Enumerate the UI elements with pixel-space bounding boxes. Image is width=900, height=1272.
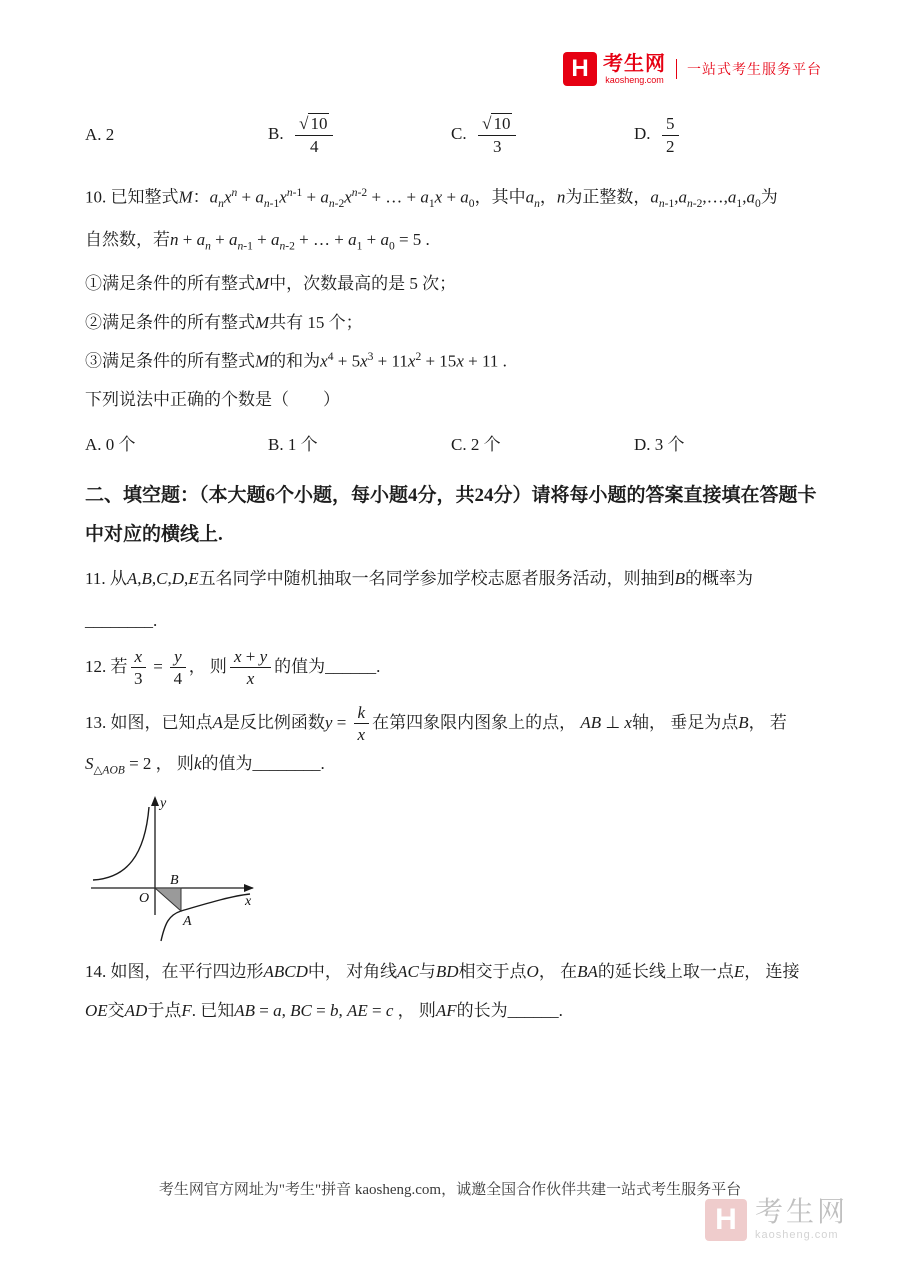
question-14-line-1: 14. 如图，在平行四边形ABCD中， 对角线AC与BD相交于点O， 在BA的延长线上取一点E， 连接 [85, 962, 800, 982]
question-11-line-1: 11. 从A,B,C,D,E五名同学中随机抽取一名同学参加学校志愿者服务活动，则抽到B的概率为 [85, 569, 754, 589]
logo-brand-text: 考生网 [603, 52, 666, 75]
watermark-logo-icon: H [705, 1199, 747, 1241]
q10-option-c: C. 2 个 [451, 434, 501, 454]
watermark-brand-text: 考生网 [754, 1196, 848, 1227]
logo-text-block [603, 54, 666, 85]
question-10-line-2: 自然数，若$n + a_n + a_{n-1} + a_{n-2}$ + … + $a_1 + a_0 = 5$ . [85, 229, 430, 253]
question-14-line-2: OE交AD于点F. 已知AB = a, BC = b, AE = c ， 则AF的长为______. [85, 1000, 563, 1020]
section-2-heading-line-1: 二、填空题：（本大题6个小题，每小题4分，共24分）请将每小题的答案直接填在答题卡 [85, 485, 817, 507]
watermark-logo [705, 1198, 848, 1241]
question-9-options-row [85, 112, 830, 158]
question-12-line-1: 12. 若 $\frac{x}{3}$ = $\frac{y}{4}$ ， 则 $\frac{x + y}{x}$ 的值为______. [85, 646, 381, 689]
q9-option-b: B. $\frac{√ 10}{4}$ [268, 114, 451, 156]
q10-option-d: D. 3 个 [634, 434, 685, 454]
kaosheng-logo [563, 52, 822, 86]
q10-option-b: B. 1 个 [268, 434, 318, 454]
question-10-prompt: 下列说法中正确的个数是（ ） [85, 389, 340, 409]
y-axis-arrow [151, 796, 159, 806]
q9-option-d: D. $\frac{5}{2}$ [634, 114, 682, 156]
question-10-statement-2: ②满足条件的所有整式M共有 15 个； [85, 312, 363, 332]
question-10-line-1: 10. 已知整式M：$a_nx^n + a_{n-1}x^{n-1} + a_{n-2}x^{n-2}$ + … + $a_1x + a_0$，其中$a_n$，n为正整数，$a_{n-1},a_{n-2},\dots,a_1,a_0$为 [85, 186, 778, 211]
q9-option-c: C. $\frac{√ 10}{3}$ [451, 114, 634, 156]
q13-figure-graph [85, 793, 265, 945]
figure-label-x: x [245, 894, 252, 910]
figure-label-b: B [170, 873, 179, 889]
question-11-blank: ________. [85, 611, 158, 631]
figure-label-a: A [183, 914, 192, 930]
question-10-statement-1: ①满足条件的所有整式M中，次数最高的是 5 次； [85, 274, 457, 294]
logo-domain-text: kaosheng.com [605, 74, 664, 85]
question-10-statement-3: ③满足条件的所有整式M的和为$x^4 + 5x^3 + 11x^2 + 15x + 11$ . [85, 349, 507, 371]
exam-content [85, 112, 830, 1024]
figure-label-o: O [139, 891, 150, 907]
question-13-line-1: 13. 如图，已知点A是反比例函数y = $\frac{k}{x}$ 在第四象限内图象上的点， AB ⊥ x轴， 垂足为点B， 若 [85, 702, 787, 745]
q10-option-a: A. 0 个 [85, 434, 136, 454]
hyperbola-branch-quadrant-2 [93, 807, 149, 880]
section-2-heading-line-2: 中对应的横线上. [85, 523, 223, 545]
question-13-line-2: $S_{\triangle AOB} = 2$ ， 则k的值为________. [85, 753, 325, 777]
figure-label-y: y [160, 796, 167, 812]
q13-figure [85, 793, 265, 945]
watermark-text-block [755, 1198, 848, 1241]
q9-option-a: A. 2 [85, 125, 115, 144]
footer-text: 考生网官方网址为"考生"拼音 kaosheng.com，诚邀全国合作伙伴共建一站式考生服务平台 [158, 1182, 742, 1198]
question-10-options-row [85, 419, 830, 465]
logo-tagline: 一站式考生服务平台 [676, 59, 822, 79]
watermark-domain-text: kaosheng.com [754, 1229, 839, 1241]
triangle-oab [155, 888, 181, 911]
kaosheng-logo-icon: H [563, 52, 597, 86]
x-axis-arrow [244, 884, 254, 892]
